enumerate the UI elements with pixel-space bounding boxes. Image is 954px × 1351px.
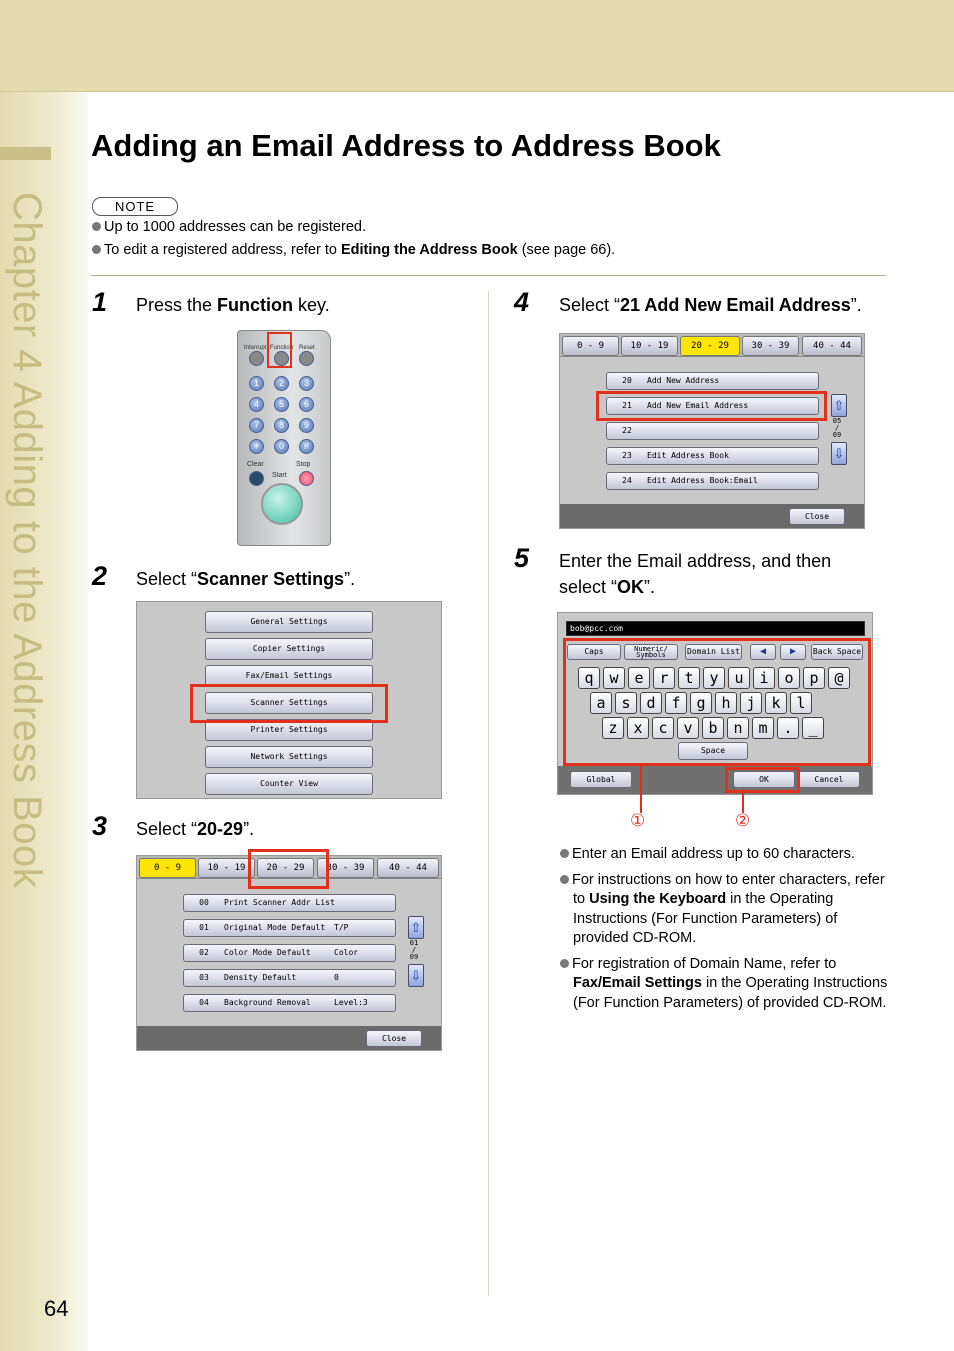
interrupt-label: Interrupt — [244, 345, 267, 351]
chapter-label: Chapter 4 Adding to the Address Book — [5, 192, 49, 889]
key-j[interactable]: j — [740, 692, 762, 714]
step-5-number: 5 — [514, 543, 530, 573]
step-5-notes — [560, 845, 890, 1019]
page-counter: 01 / 09 — [409, 939, 419, 961]
tab-bar — [560, 334, 864, 357]
key-8[interactable]: 8 — [274, 418, 289, 433]
bullet-icon — [560, 849, 569, 858]
scroll-down-icon[interactable]: ⇩ — [408, 964, 424, 987]
key-s[interactable]: s — [615, 692, 637, 714]
row-24[interactable]: 24 Edit Address Book:Email — [606, 472, 819, 490]
keyboard-area-highlight — [563, 638, 871, 766]
key-3[interactable]: 3 — [299, 376, 314, 391]
row-02[interactable]: 02 Color Mode Default Color — [183, 944, 396, 962]
key-z[interactable]: z — [602, 717, 624, 739]
key-n[interactable]: n — [727, 717, 749, 739]
key-k[interactable]: k — [765, 692, 787, 714]
tab-20-29-highlight — [248, 849, 329, 889]
cursor-right-icon[interactable]: ▶ — [780, 644, 806, 660]
menu-copier-settings[interactable]: Copier Settings — [205, 638, 373, 660]
bottom-bar — [558, 766, 872, 794]
tab-10-19[interactable]: 10 - 19 — [621, 336, 678, 356]
tab-40-44[interactable]: 40 - 44 — [377, 858, 439, 878]
key-hash[interactable]: # — [299, 439, 314, 454]
menu-printer-settings[interactable]: Printer Settings — [205, 719, 373, 741]
key-x[interactable]: x — [627, 717, 649, 739]
top-banner — [0, 0, 954, 92]
clear-key[interactable] — [249, 471, 264, 486]
tab-10-19[interactable]: 10 - 19 — [198, 858, 255, 878]
close-button[interactable]: Close — [789, 508, 845, 525]
bullet-icon — [560, 875, 569, 884]
key-t[interactable]: t — [678, 667, 700, 689]
interrupt-key[interactable] — [249, 351, 264, 366]
row-21[interactable]: 21 Add New Email Address — [606, 397, 819, 415]
section-divider — [91, 275, 886, 276]
global-button[interactable]: Global — [570, 771, 632, 788]
key-p[interactable]: p — [803, 667, 825, 689]
key-b[interactable]: b — [702, 717, 724, 739]
callout-1: ① — [630, 811, 646, 830]
menu-fax-email-settings[interactable]: Fax/Email Settings — [205, 665, 373, 687]
step-2-number: 2 — [92, 561, 108, 591]
cursor-left-icon[interactable]: ◀ — [750, 644, 776, 660]
step-3-number: 3 — [92, 811, 108, 841]
start-label: Start — [272, 472, 287, 479]
row-01[interactable]: 01 Original Mode Default T/P — [183, 919, 396, 937]
clear-label: Clear — [247, 461, 264, 468]
row-20[interactable]: 20 Add New Address — [606, 372, 819, 390]
key-at[interactable]: @ — [828, 667, 850, 689]
function-key-highlight — [267, 332, 292, 368]
note-badge: NOTE — [92, 197, 178, 216]
key-star[interactable]: ✳ — [249, 439, 264, 454]
step-4-text: Select “21 Add New Email Address”. — [559, 295, 862, 315]
column-divider — [488, 291, 489, 1296]
key-i[interactable]: i — [753, 667, 775, 689]
bottom-bar — [137, 1026, 441, 1050]
tab-0-9[interactable]: 0 - 9 — [562, 336, 619, 356]
tab-40-44[interactable]: 40 - 44 — [802, 336, 862, 356]
caps-button[interactable]: Caps — [567, 644, 621, 660]
key-y[interactable]: y — [703, 667, 725, 689]
numeric-symbols-button[interactable]: Numeric/ Symbols — [624, 644, 678, 660]
row-00[interactable]: 00 Print Scanner Addr List — [183, 894, 396, 912]
key-e[interactable]: e — [628, 667, 650, 689]
note-bullet-3: For registration of Domain Name, refer to Fax/Email Settings in the Operating Instructions (For Function Parameters) of provided CD-ROM. — [573, 955, 890, 1014]
key-h[interactable]: h — [715, 692, 737, 714]
stop-key[interactable] — [299, 471, 314, 486]
callout-line-2 — [742, 789, 744, 813]
note-bullet-1: Enter an Email address up to 60 characters. — [573, 845, 890, 865]
note-line-2: To edit a registered address, refer to Editing the Address Book (see page 66). — [92, 242, 615, 258]
start-key[interactable] — [261, 483, 303, 525]
page-number: 64 — [44, 1296, 69, 1321]
key-4[interactable]: 4 — [249, 397, 264, 412]
key-underscore[interactable]: _ — [802, 717, 824, 739]
back-space-button[interactable]: Back Space — [811, 644, 863, 660]
reset-label: Reset — [299, 345, 315, 351]
key-r[interactable]: r — [653, 667, 675, 689]
scroll-up-icon[interactable]: ⇧ — [408, 916, 424, 939]
scanner-settings-highlight — [190, 684, 388, 723]
key-0[interactable]: 0 — [274, 439, 289, 454]
callout-2: ② — [735, 811, 751, 830]
scroll-up-icon[interactable]: ⇧ — [831, 394, 847, 417]
menu-scanner-settings[interactable]: Scanner Settings — [205, 692, 373, 714]
key-dot[interactable]: . — [777, 717, 799, 739]
menu-network-settings[interactable]: Network Settings — [205, 746, 373, 768]
callout-line-1 — [640, 763, 642, 813]
note-line-1: Up to 1000 addresses can be registered. — [92, 219, 366, 235]
reset-key[interactable] — [299, 351, 314, 366]
ok-button[interactable]: OK — [733, 771, 795, 788]
bullet-icon — [92, 245, 101, 254]
tab-20-29[interactable]: 20 - 29 — [680, 336, 740, 356]
key-o[interactable]: o — [778, 667, 800, 689]
cancel-button[interactable]: Cancel — [798, 771, 860, 788]
menu-counter-view[interactable]: Counter View — [205, 773, 373, 795]
tab-20-29[interactable]: 20 - 29 — [257, 858, 314, 878]
key-7[interactable]: 7 — [249, 418, 264, 433]
ok-button-highlight — [725, 767, 800, 793]
row-03[interactable]: 03 Density Default 0 — [183, 969, 396, 987]
bullet-icon — [560, 959, 569, 968]
row-22[interactable]: 22 — [606, 422, 819, 440]
step-4-number: 4 — [514, 287, 530, 317]
key-2[interactable]: 2 — [274, 376, 289, 391]
tab-30-39[interactable]: 30 - 39 — [742, 336, 799, 356]
menu-general-settings[interactable]: General Settings — [205, 611, 373, 633]
email-input-field[interactable]: bob@pcc.com — [566, 621, 865, 636]
stop-label: Stop — [296, 461, 311, 468]
key-a[interactable]: a — [590, 692, 612, 714]
row-04[interactable]: 04 Background Removal Level:3 — [183, 994, 396, 1012]
key-l[interactable]: l — [790, 692, 812, 714]
step-1-text: Press the Function key. — [136, 295, 330, 315]
close-button[interactable]: Close — [366, 1030, 422, 1047]
note-bullet-2: For instructions on how to enter characters, refer to Using the Keyboard in the Operating Instructions (For Function Parameters) of provided CD-ROM. — [573, 871, 890, 949]
space-button[interactable]: Space — [678, 742, 748, 760]
step-1-number: 1 — [92, 287, 108, 317]
step-2-text: Select “Scanner Settings”. — [136, 569, 356, 589]
key-m[interactable]: m — [752, 717, 774, 739]
add-new-email-highlight — [596, 391, 827, 421]
step-5-text: Enter the Email address, and then select “OK”. — [559, 551, 832, 597]
page-counter: 05 / 09 — [832, 417, 842, 439]
chapter-tab-marker — [0, 147, 51, 160]
row-23[interactable]: 23 Edit Address Book — [606, 447, 819, 465]
bullet-icon — [92, 222, 101, 231]
key-g[interactable]: g — [690, 692, 712, 714]
key-w[interactable]: w — [603, 667, 625, 689]
step-3-text: Select “20-29”. — [136, 819, 255, 839]
domain-list-button[interactable]: Domain List — [685, 644, 742, 660]
tab-30-39[interactable]: 30 - 39 — [317, 858, 374, 878]
key-9[interactable]: 9 — [299, 418, 314, 433]
key-5[interactable]: 5 — [274, 397, 289, 412]
settings-20-29-screen — [559, 333, 865, 529]
scroll-down-icon[interactable]: ⇩ — [831, 442, 847, 465]
key-6[interactable]: 6 — [299, 397, 314, 412]
page-title: Adding an Email Address to Address Book — [91, 128, 721, 163]
bottom-bar — [560, 504, 864, 528]
key-u[interactable]: u — [728, 667, 750, 689]
tab-0-9[interactable]: 0 - 9 — [139, 858, 196, 878]
function-label: Function — [270, 345, 294, 351]
key-q[interactable]: q — [578, 667, 600, 689]
key-c[interactable]: c — [652, 717, 674, 739]
key-1[interactable]: 1 — [249, 376, 264, 391]
key-d[interactable]: d — [640, 692, 662, 714]
key-v[interactable]: v — [677, 717, 699, 739]
key-f[interactable]: f — [665, 692, 687, 714]
